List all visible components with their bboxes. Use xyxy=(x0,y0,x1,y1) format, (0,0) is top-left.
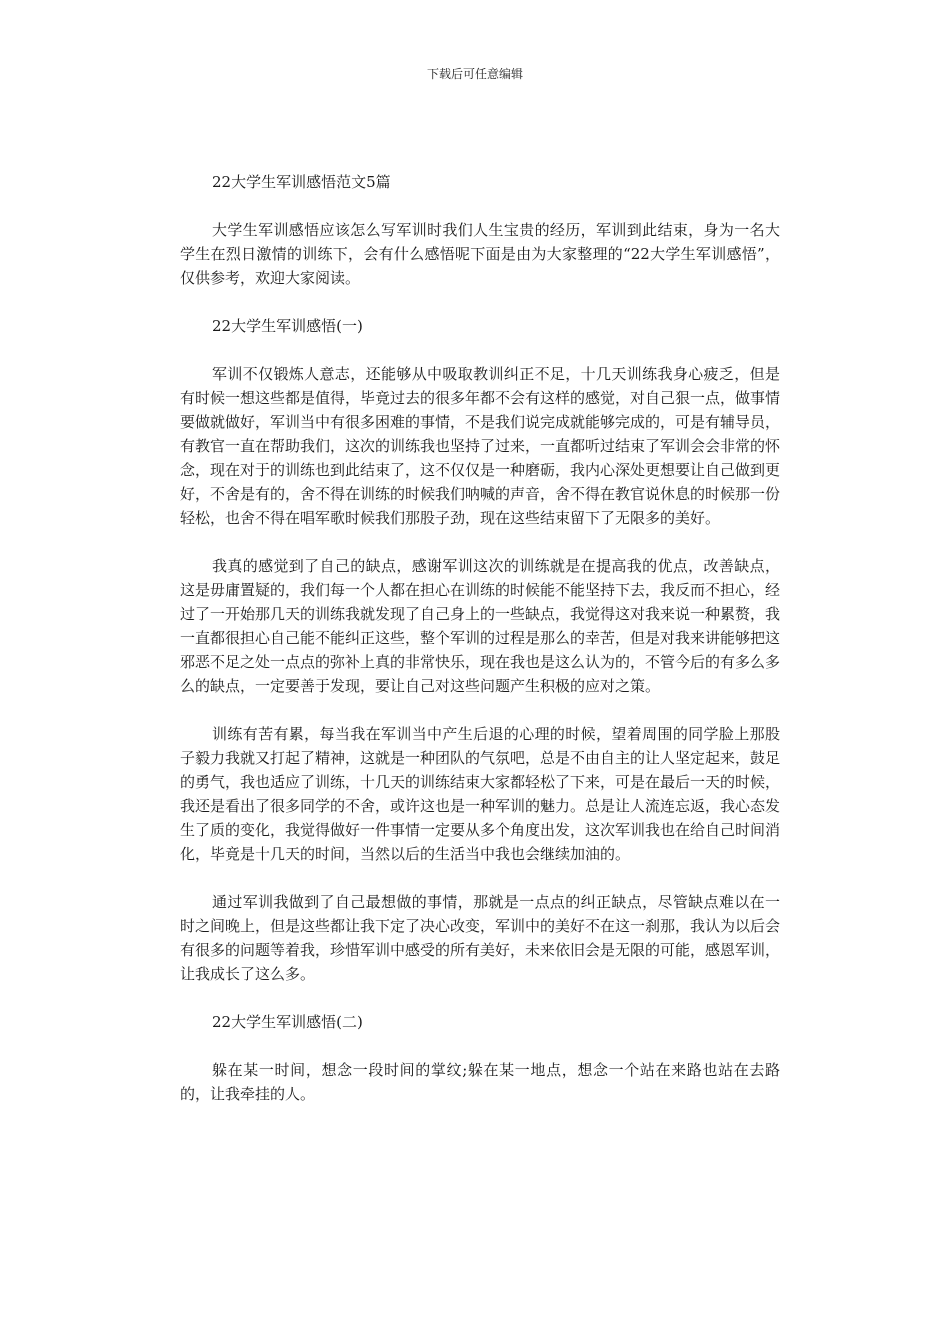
document-title: 22大学生军训感悟范文5篇 xyxy=(212,173,391,191)
body-paragraph: 训练有苦有累，每当我在军训当中产生后退的心理的时候，望着周围的同学脸上那股子毅力我就又打起了精神，这就是一种团队的气氛吧，总是不由自主的让人坚定起来，鼓足的勇气，我也适应了训练，十几天的训练结束大家都轻松了下来，可是在最后一天的时候，我还是看出了很多同学的不舍，或许这也是一种军训的魅力。总是让人流连忘返，我心态发生了质的变化，我觉得做好一件事情一定要从多个角度出发，这次军训我也在给自己时间消化，毕竟是十几天的时间，当然以后的生活当中我也会继续加油的。 xyxy=(180,725,781,863)
intro-paragraph: 大学生军训感悟应该怎么写军训时我们人生宝贵的经历，军训到此结束，身为一名大学生在烈日激情的训练下，会有什么感悟呢下面是由为大家整理的“22大学生军训感悟”，仅供参考，欢迎大家阅读。 xyxy=(180,221,780,287)
body-paragraph: 我真的感觉到了自己的缺点，感谢军训这次的训练就是在提高我的优点，改善缺点，这是毋庸置疑的，我们每一个人都在担心在训练的时候能不能坚持下去，我反而不担心，经过了一开始那几天的训练我就发现了自己身上的一些缺点，我觉得这对我来说一种累赘，我一直都很担心自己能不能纠正这些，整个军训的过程是那么的幸苦，但是对我来讲能够把这邪恶不足之处一点点的弥补上真的非常快乐，现在我也是这么认为的，不管今后的有多么多么的缺点，一定要善于发现，要让自己对这些问题产生积极的应对之策。 xyxy=(180,557,781,695)
body-paragraph: 躲在某一时间，想念一段时间的掌纹;躲在某一地点，想念一个站在来路也站在去路的，让我牵挂的人。 xyxy=(180,1061,780,1103)
section-heading: 22大学生军训感悟(一) xyxy=(212,317,363,335)
document-body xyxy=(180,170,780,1130)
body-paragraph: 通过军训我做到了自己最想做的事情，那就是一点点的纠正缺点，尽管缺点难以在一时之间晚上，但是这些都让我下定了决心改变，军训中的美好不在这一刹那，我认为以后会有很多的问题等着我，珍惜军训中感受的所有美好，未来依旧会是无限的可能，感恩军训，让我成长了这么多。 xyxy=(180,893,781,983)
page-header-note: 下载后可任意编辑 xyxy=(426,67,523,81)
section-heading: 22大学生军训感悟(二) xyxy=(212,1013,363,1031)
body-paragraph: 军训不仅锻炼人意志，还能够从中吸取教训纠正不足，十几天训练我身心疲乏，但是有时候一想这些都是值得，毕竟过去的很多年都不会有这样的感觉，对自己狠一点，做事情要做就做好，军训当中有很多困难的事情，不是我们说完成就能够完成的，可是有辅导员，有教官一直在帮助我们，这次的训练我也坚持了过来，一直都听过结束了军训会会非常的怀念，现在对于的训练也到此结束了，这不仅仅是一种磨砺，我内心深处更想要让自己做到更好，不舍是有的，舍不得在训练的时候我们呐喊的声音，舍不得在教官说休息的时候那一份轻松，也舍不得在唱军歌时候我们那股子劲，现在这些结束留下了无限多的美好。 xyxy=(180,365,781,527)
